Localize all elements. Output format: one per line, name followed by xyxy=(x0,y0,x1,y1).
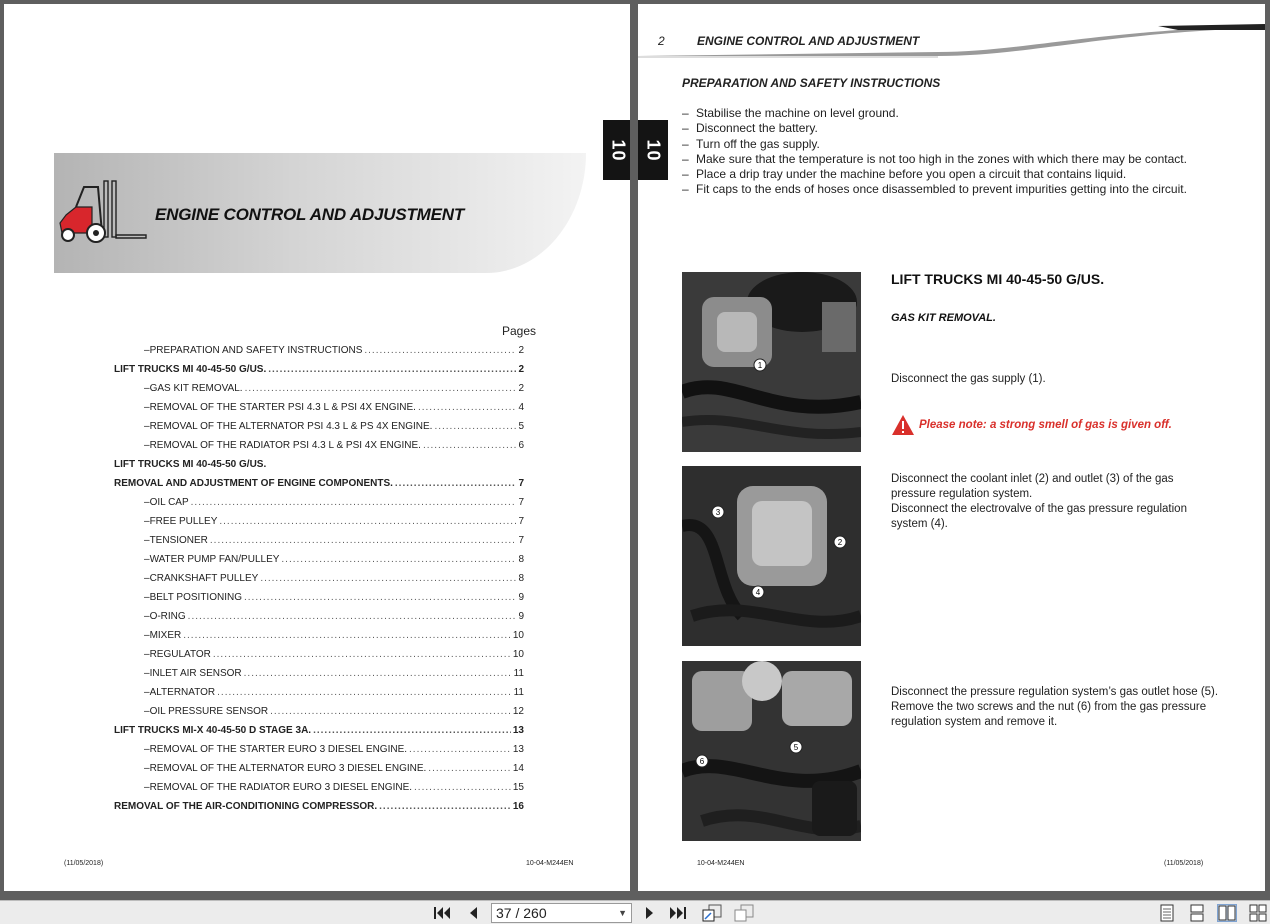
toc-dash: – xyxy=(144,668,150,679)
toc-dash: – xyxy=(144,687,150,698)
toc-leader-dots xyxy=(191,497,517,508)
safety-instruction-item: – Stabilise the machine on level ground. xyxy=(682,106,1187,121)
header-page-number: 2 xyxy=(658,34,665,48)
toc-entry[interactable] xyxy=(114,440,524,459)
toc-entry[interactable] xyxy=(114,687,524,706)
toc-entry-page: 10 xyxy=(512,649,524,660)
toc-leader-dots xyxy=(244,592,516,603)
fit-width-icon[interactable] xyxy=(734,904,754,922)
two-page-icon[interactable] xyxy=(1217,904,1237,922)
toc-entry-label: REMOVAL OF THE RADIATOR PSI 4.3 L & PSI 4X ENGINE. xyxy=(149,440,421,451)
toc-entry-page: 13 xyxy=(512,725,524,736)
pages-column-label: Pages xyxy=(502,324,537,338)
step-3-text: Disconnect the pressure regulation system’s gas outlet hose (5). xyxy=(891,686,1219,698)
toc-dash: – xyxy=(144,630,150,641)
toc-entry-page: 2 xyxy=(518,383,524,394)
toc-entry-label: REMOVAL OF THE AIR-CONDITIONING COMPRESSOR. xyxy=(114,801,378,812)
toc-leader-dots xyxy=(281,554,516,565)
toc-entry[interactable] xyxy=(114,497,524,516)
toc-entry[interactable] xyxy=(114,573,524,592)
toc-dash: – xyxy=(144,402,150,413)
page-right xyxy=(638,4,1265,891)
warning-triangle-icon xyxy=(891,414,915,436)
toc-entry[interactable] xyxy=(114,611,524,630)
toc-entry[interactable] xyxy=(114,782,524,801)
lift-trucks-heading: LIFT TRUCKS MI 40-45-50 G/US. xyxy=(891,271,1105,287)
toc-dash: – xyxy=(144,592,150,603)
toc-entry[interactable] xyxy=(114,402,524,421)
toc-entry[interactable] xyxy=(114,554,524,573)
safety-instruction-item: – Make sure that the temperature is not too high in the zones with which there may be contact. xyxy=(682,152,1187,167)
footer-code: 10-04-M244EN xyxy=(526,860,574,867)
toc-entry-page: 12 xyxy=(512,706,524,717)
toc-entry-page: 4 xyxy=(518,402,524,413)
toc-entry-label: REMOVAL AND ADJUSTMENT OF ENGINE COMPONENTS. xyxy=(114,478,393,489)
callout-6: 6 xyxy=(699,757,705,766)
toc-entry-page: 9 xyxy=(518,611,524,622)
chapter-number: 10 xyxy=(608,138,629,162)
callout-4: 4 xyxy=(755,588,761,597)
viewer-toolbar xyxy=(0,900,1270,924)
toc-entry-page: 5 xyxy=(518,421,524,432)
toc-dash: – xyxy=(144,782,150,793)
toc-entry-page: 11 xyxy=(513,687,524,698)
toc-entry-label: PREPARATION AND SAFETY INSTRUCTIONS xyxy=(149,345,363,356)
toc-entry-label: MIXER xyxy=(149,630,182,641)
toc-entry-label: BELT POSITIONING xyxy=(149,592,242,603)
toc-leader-dots xyxy=(313,725,511,736)
toc-dash: – xyxy=(144,706,150,717)
safety-instruction-item: – Place a drip tray under the machine before you open a circuit that contains liquid. xyxy=(682,167,1187,182)
toc-entry-page: 2 xyxy=(518,345,524,356)
toc-leader-dots xyxy=(219,516,516,527)
toc-leader-dots xyxy=(379,801,511,812)
toc-dash: – xyxy=(144,554,150,565)
step-2-text: Disconnect the coolant inlet (2) and outlet (3) of the gas pressure regulation system. xyxy=(891,473,1174,500)
toc-entry-page: 13 xyxy=(512,744,524,755)
toc-entry-page: 15 xyxy=(512,782,524,793)
forklift-icon xyxy=(54,177,150,247)
table-of-contents xyxy=(114,345,524,820)
safety-instruction-item: – Turn off the gas supply. xyxy=(682,137,1187,152)
toc-entry-label: REMOVAL OF THE STARTER PSI 4.3 L & PSI 4X ENGINE. xyxy=(149,402,416,413)
callout-3: 3 xyxy=(715,508,721,517)
toc-dash: – xyxy=(144,421,150,432)
toc-leader-dots xyxy=(418,402,517,413)
toc-entry-label: REMOVAL OF THE RADIATOR EURO 3 DIESEL ENGINE. xyxy=(149,782,413,793)
toc-entry-page: 9 xyxy=(518,592,524,603)
warning-text: Please note: a strong smell of gas is given off. xyxy=(919,419,1172,431)
toc-dash: – xyxy=(144,440,150,451)
toc-entry[interactable] xyxy=(114,668,524,687)
toc-entry-page: 8 xyxy=(518,573,524,584)
warning-note xyxy=(891,414,1172,436)
toc-entry[interactable] xyxy=(114,801,524,820)
footer-code: 10-04-M244EN xyxy=(697,860,745,867)
toc-entry-label: REMOVAL OF THE ALTERNATOR EURO 3 DIESEL ENGINE. xyxy=(149,763,427,774)
prev-page-icon[interactable] xyxy=(463,904,483,922)
page-number-input[interactable] xyxy=(491,903,632,923)
chapter-number: 10 xyxy=(643,138,664,162)
toc-leader-dots xyxy=(414,782,511,793)
toc-dash: – xyxy=(144,744,150,755)
toc-entry[interactable] xyxy=(114,459,524,478)
toc-leader-dots xyxy=(245,383,517,394)
toc-entry-label: CRANKSHAFT PULLEY xyxy=(149,573,259,584)
toc-entry-label: TENSIONER xyxy=(149,535,208,546)
toc-entry[interactable] xyxy=(114,706,524,725)
toc-entry-label: OIL CAP xyxy=(149,497,189,508)
single-page-icon[interactable] xyxy=(1157,904,1177,922)
fit-page-icon[interactable] xyxy=(702,904,722,922)
toc-leader-dots xyxy=(217,687,511,698)
toc-dash: – xyxy=(144,535,150,546)
toc-leader-dots xyxy=(395,478,517,489)
toc-entry-label: ALTERNATOR xyxy=(149,687,216,698)
toc-entry-page: 8 xyxy=(518,554,524,565)
footer-date: (11/05/2018) xyxy=(1164,860,1204,867)
toc-dash: – xyxy=(144,611,150,622)
toc-entry-page: 16 xyxy=(512,801,524,812)
continuous-icon[interactable] xyxy=(1187,904,1207,922)
toc-entry[interactable] xyxy=(114,383,524,402)
toc-leader-dots xyxy=(409,744,511,755)
toc-entry[interactable] xyxy=(114,725,524,744)
toc-entry-label: LIFT TRUCKS MI-X 40-45-50 D STAGE 3A. xyxy=(114,725,312,736)
two-page-continuous-icon[interactable] xyxy=(1248,904,1268,922)
toc-entry-page: 11 xyxy=(513,668,524,679)
toc-entry-label: OIL PRESSURE SENSOR xyxy=(149,706,269,717)
header-title: ENGINE CONTROL AND ADJUSTMENT xyxy=(697,34,920,48)
toc-leader-dots xyxy=(213,649,511,660)
page-indicator: 37 / 260 xyxy=(496,905,547,921)
toc-leader-dots xyxy=(188,611,517,622)
step-2b-text: Disconnect the electrovalve of the gas pressure regulation system (4). xyxy=(891,503,1187,530)
toc-entry[interactable] xyxy=(114,345,524,364)
step-1-text: Disconnect the gas supply (1). xyxy=(891,373,1046,385)
toc-leader-dots xyxy=(260,573,516,584)
toc-entry-page: 10 xyxy=(512,630,524,641)
chevron-down-icon[interactable]: ▼ xyxy=(618,908,627,918)
toc-entry-label: O-RING xyxy=(149,611,186,622)
toc-entry-label: WATER PUMP FAN/PULLEY xyxy=(149,554,280,565)
toc-dash: – xyxy=(144,345,150,356)
safety-instruction-item: – Disconnect the battery. xyxy=(682,121,1187,136)
toc-entry-label: GAS KIT REMOVAL. xyxy=(149,383,243,394)
toc-leader-dots xyxy=(428,763,511,774)
toc-leader-dots xyxy=(434,421,516,432)
gas-kit-removal-heading: GAS KIT REMOVAL. xyxy=(891,312,996,324)
engine-photo-1 xyxy=(682,272,861,452)
toc-leader-dots xyxy=(210,535,517,546)
last-page-icon[interactable] xyxy=(668,904,688,922)
toc-entry-label: LIFT TRUCKS MI 40-45-50 G/US. xyxy=(114,364,267,375)
toc-entry-page: 2 xyxy=(518,364,524,375)
toc-dash: – xyxy=(144,497,150,508)
toc-entry[interactable] xyxy=(114,535,524,554)
toc-entry-page: 7 xyxy=(518,535,524,546)
toc-entry-page: 14 xyxy=(512,763,524,774)
toc-entry-label: REGULATOR xyxy=(149,649,211,660)
section-title: PREPARATION AND SAFETY INSTRUCTIONS xyxy=(682,76,941,90)
toc-entry[interactable] xyxy=(114,630,524,649)
toc-entry-label: REMOVAL OF THE STARTER EURO 3 DIESEL ENGINE. xyxy=(149,744,408,755)
first-page-icon[interactable] xyxy=(432,904,452,922)
toc-dash: – xyxy=(144,516,150,527)
toc-entry[interactable] xyxy=(114,364,524,383)
safety-instructions-list xyxy=(682,106,1187,198)
toc-leader-dots xyxy=(270,706,511,717)
toc-entry[interactable] xyxy=(114,744,524,763)
toc-entry-page: 7 xyxy=(518,497,524,508)
toc-entry[interactable] xyxy=(114,763,524,782)
toc-dash: – xyxy=(144,383,150,394)
toc-dash: – xyxy=(144,763,150,774)
toc-entry-page: 7 xyxy=(518,516,524,527)
chapter-banner xyxy=(54,153,586,273)
toc-entry[interactable] xyxy=(114,516,524,535)
page-left xyxy=(4,4,630,891)
toc-entry-label: FREE PULLEY xyxy=(149,516,218,527)
toc-leader-dots xyxy=(183,630,511,641)
toc-entry-label: REMOVAL OF THE ALTERNATOR PSI 4.3 L & PS 4X ENGINE. xyxy=(149,421,433,432)
toc-entry[interactable] xyxy=(114,592,524,611)
toc-entry[interactable] xyxy=(114,421,524,440)
chapter-tab xyxy=(638,120,668,180)
toc-leader-dots xyxy=(364,345,516,356)
toc-entry[interactable] xyxy=(114,478,524,497)
chapter-tab xyxy=(603,120,630,180)
callout-1: 1 xyxy=(757,361,763,370)
toc-entry-label: INLET AIR SENSOR xyxy=(149,668,242,679)
callout-2: 2 xyxy=(837,538,843,547)
toc-dash: – xyxy=(144,649,150,660)
toc-leader-dots xyxy=(423,440,517,451)
next-page-icon[interactable] xyxy=(640,904,660,922)
toc-dash: – xyxy=(144,573,150,584)
footer-date: (11/05/2018) xyxy=(64,860,104,867)
safety-instruction-item: – Fit caps to the ends of hoses once disassembled to prevent impurities getting into the circuit. xyxy=(682,182,1187,197)
callout-5: 5 xyxy=(793,743,799,752)
toc-entry[interactable] xyxy=(114,649,524,668)
step-3b-text: Remove the two screws and the nut (6) from the gas pressure regulation system and remove it. xyxy=(891,701,1207,728)
toc-leader-dots xyxy=(268,364,516,375)
toc-leader-dots xyxy=(244,668,512,679)
chapter-title: ENGINE CONTROL AND ADJUSTMENT xyxy=(155,205,465,224)
engine-photo-2 xyxy=(682,466,861,646)
toc-entry-page: 6 xyxy=(518,440,524,451)
engine-photo-3 xyxy=(682,661,861,841)
toc-entry-label: LIFT TRUCKS MI 40-45-50 G/US. xyxy=(114,459,267,470)
toc-entry-page: 7 xyxy=(518,478,524,489)
